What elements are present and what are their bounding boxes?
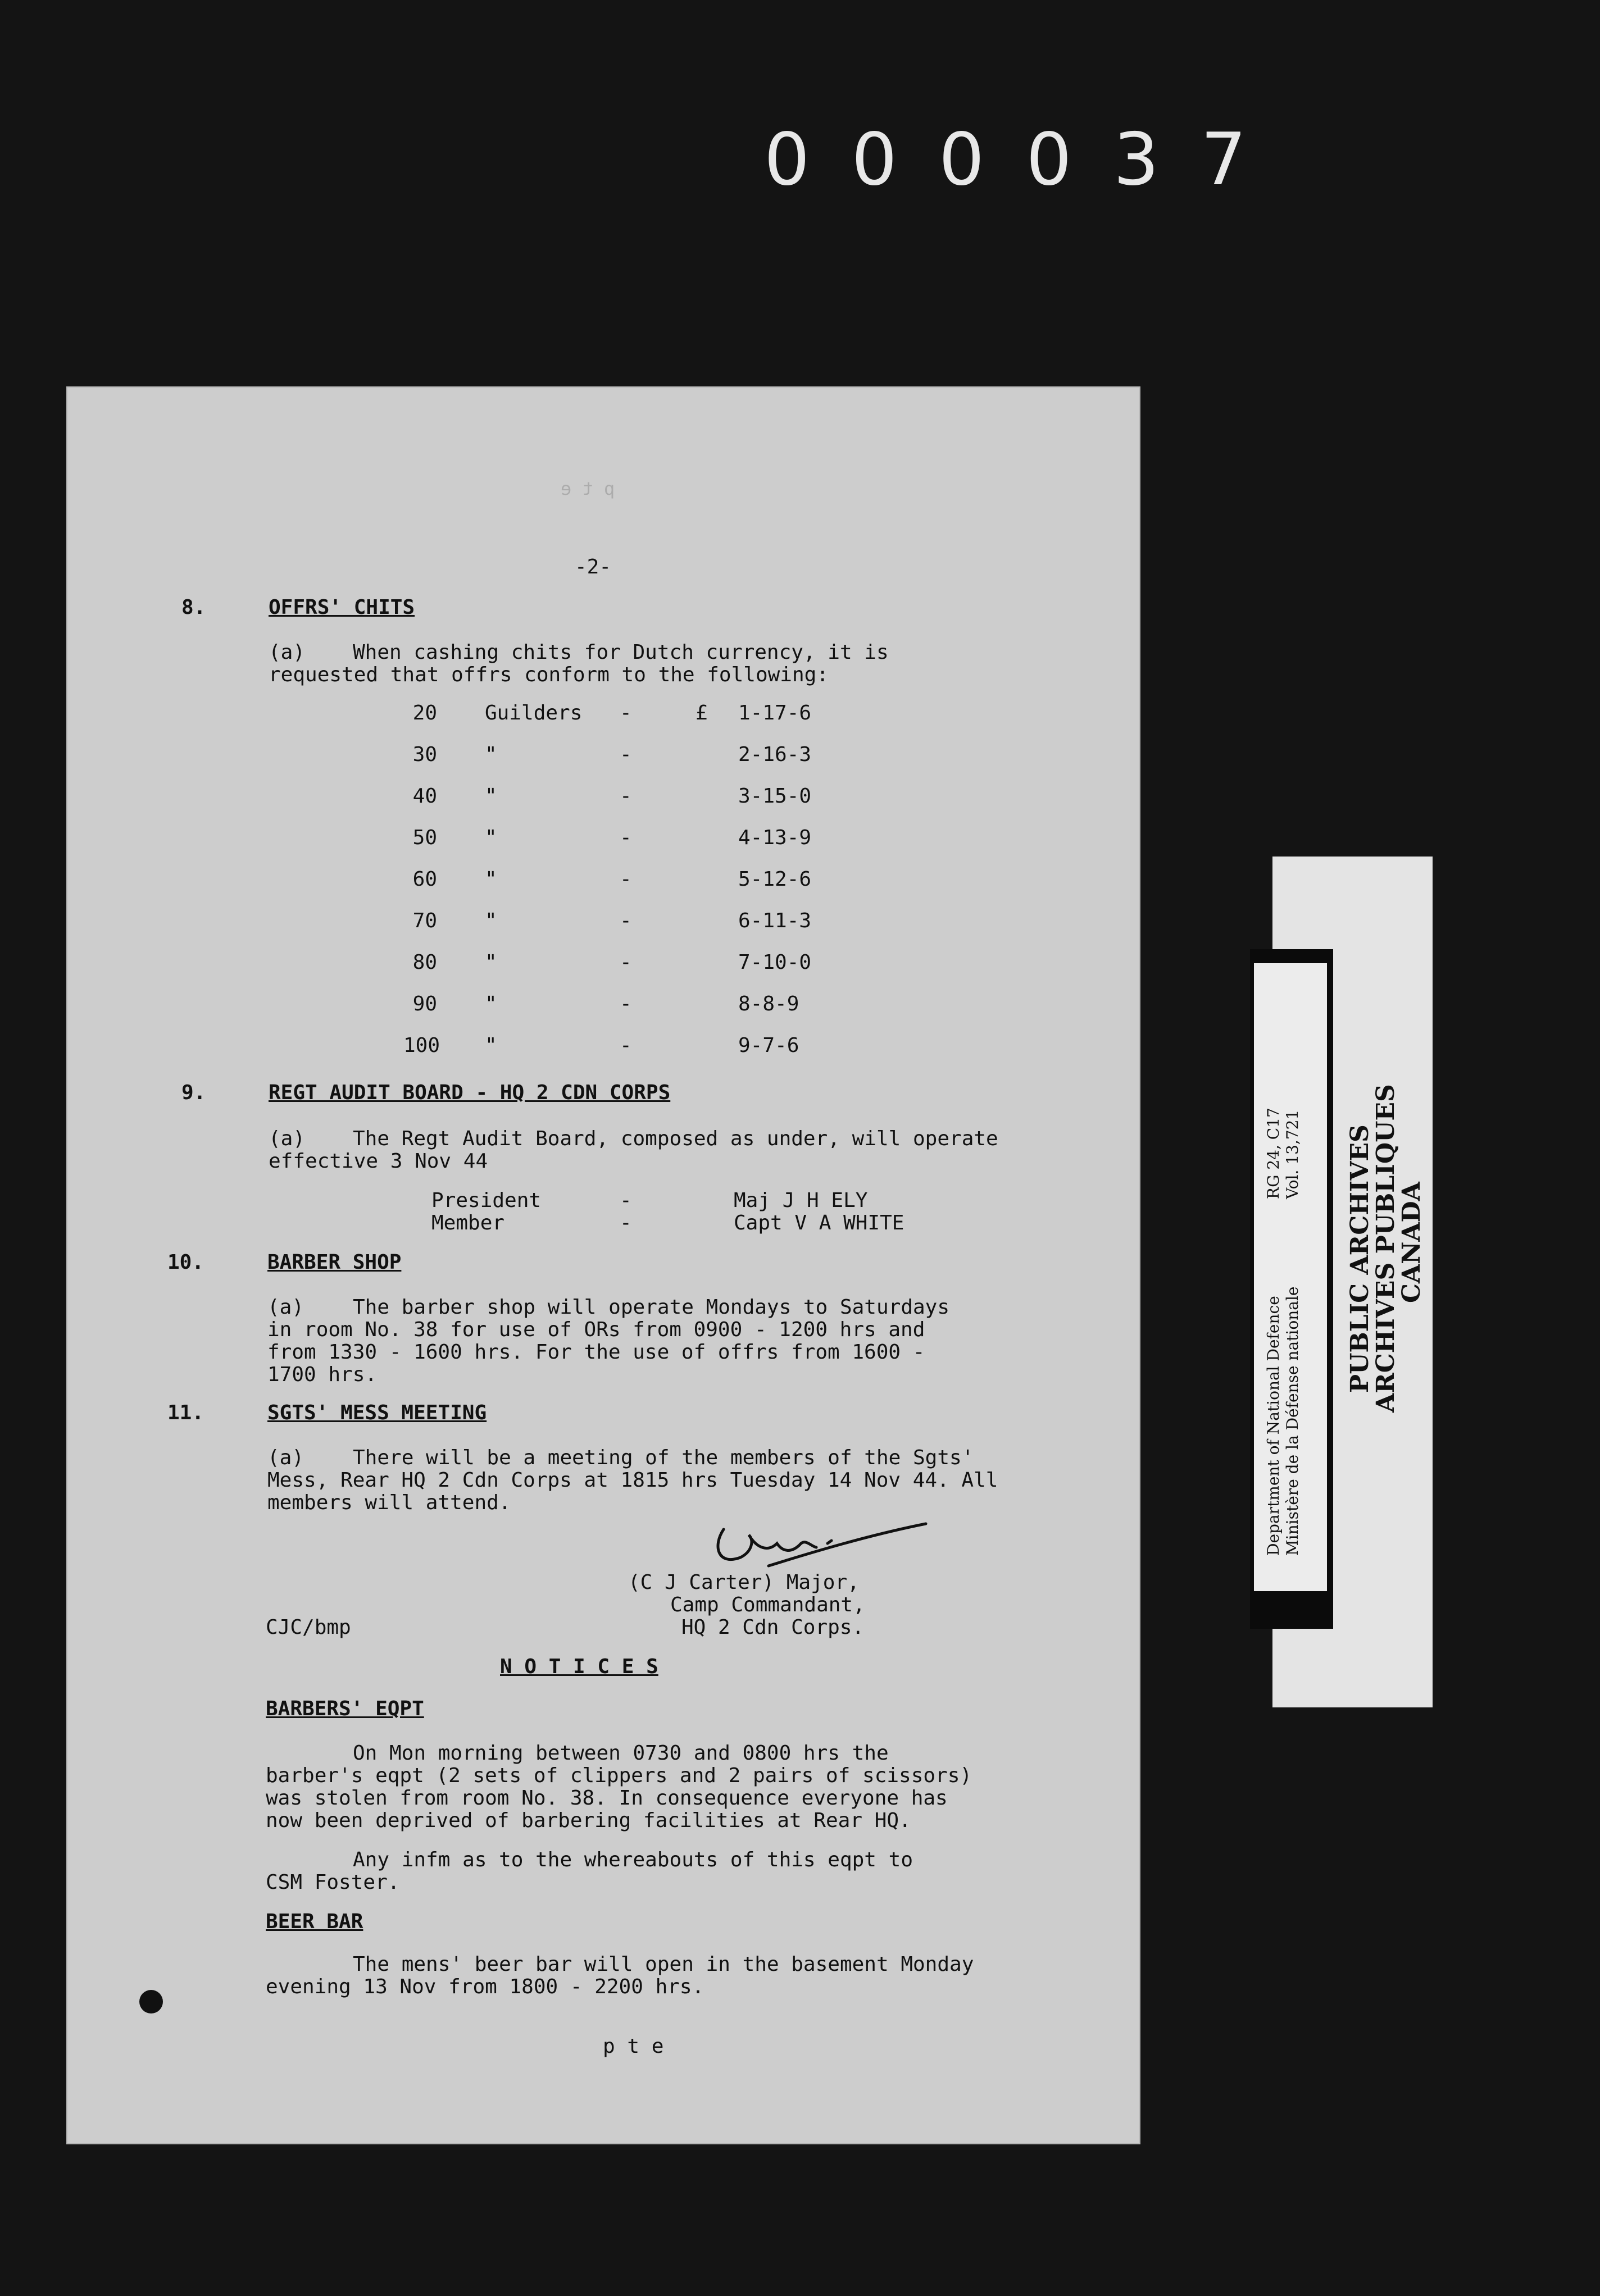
section-10-line: in room No. 38 for use of ORs from 0900 - 1200 hrs and [267, 1318, 925, 1341]
rate-value: 5-12-6 [738, 868, 812, 891]
barbers-eqpt-heading: BARBERS' EQPT [266, 1697, 424, 1720]
section-11-line: members will attend. [267, 1491, 511, 1514]
document-page [66, 386, 1140, 2144]
section-10-line: The barber shop will operate Mondays to Saturdays [353, 1296, 950, 1319]
stamp-ref1: RG 24, C17 [1264, 1108, 1283, 1199]
barbers-eqpt-line: On Mon morning between 0730 and 0800 hrs the [353, 1742, 889, 1765]
rate-value: 6-11-3 [738, 909, 812, 932]
rate-guilders: 30 [412, 743, 437, 766]
signature-unit: HQ 2 Cdn Corps. [681, 1616, 865, 1639]
typist-initials: CJC/bmp [266, 1616, 351, 1639]
rate-unit: " [485, 951, 497, 974]
rate-value: 1-17-6 [738, 701, 812, 725]
rate-unit: " [485, 785, 497, 808]
stamp-ref2: Vol. 13,721 [1283, 1109, 1302, 1199]
rate-unit: " [485, 826, 497, 849]
beer-bar-line: The mens' beer bar will open in the basement Monday [353, 1953, 974, 1976]
signature-name: (C J Carter) Major, [628, 1571, 860, 1594]
rate-guilders: 80 [412, 951, 437, 974]
rate-dash: - [620, 826, 632, 849]
rate-guilders: 90 [412, 992, 437, 1015]
rate-value: 7-10-0 [738, 951, 812, 974]
rate-unit: Guilders [485, 701, 583, 725]
section-8-paragraph: When cashing chits for Dutch currency, it is requested that offrs conform to the following: [269, 641, 889, 686]
section-9-para-line2: effective 3 Nov 44 [269, 1150, 488, 1173]
rate-value: 3-15-0 [738, 785, 812, 808]
rate-unit: " [485, 992, 497, 1015]
stamp-country: CANADA [1397, 1182, 1426, 1303]
section-10-line: 1700 hrs. [267, 1363, 378, 1386]
section-10-line: from 1330 - 1600 hrs. For the use of offrs from 1600 - [267, 1341, 925, 1364]
rate-dash: - [620, 701, 632, 725]
board-dash: - [620, 1189, 632, 1212]
rate-value: 9-7-6 [738, 1034, 799, 1057]
signature-title: Camp Commandant, [670, 1593, 865, 1616]
rate-dash: - [620, 868, 632, 891]
handwritten-signature [701, 1513, 948, 1580]
section-11-line: Mess, Rear HQ 2 Cdn Corps at 1815 hrs Tuesday 14 Nov 44. All [267, 1469, 998, 1492]
section-11-heading: SGTS' MESS MEETING [267, 1401, 487, 1424]
barbers-eqpt-line: CSM Foster. [266, 1871, 400, 1894]
rate-dash: - [620, 1034, 632, 1057]
section-9-number: 9. [181, 1081, 206, 1104]
board-role: Member [431, 1211, 505, 1234]
stamp-dept-line1: Department of National Defence [1264, 1296, 1283, 1556]
section-9-heading: REGT AUDIT BOARD - HQ 2 CDN CORPS [269, 1081, 671, 1104]
rate-currency: £ [696, 701, 708, 725]
notices-title: N O T I C E S [500, 1655, 658, 1678]
board-name: Maj J H ELY [734, 1189, 868, 1212]
rate-unit: " [485, 743, 497, 766]
rate-guilders: 100 [403, 1034, 440, 1057]
rate-dash: - [620, 951, 632, 974]
stamp-title-en: PUBLIC ARCHIVES [1346, 1124, 1374, 1393]
bleed-through-text: p t e [561, 478, 615, 499]
rate-dash: - [620, 785, 632, 808]
rate-unit: " [485, 909, 497, 932]
section-11-line: There will be a meeting of the members of the Sgts' [353, 1446, 974, 1469]
stamp-dept-line2: Ministère de la Défense nationale [1283, 1286, 1302, 1556]
rate-guilders: 20 [412, 701, 437, 725]
rate-guilders: 40 [412, 785, 437, 808]
punch-hole [139, 1990, 163, 2013]
section-8-number: 8. [181, 596, 206, 619]
section-11-para-label: (a) [267, 1446, 304, 1469]
beer-bar-heading: BEER BAR [266, 1910, 363, 1933]
frame-number: 000037 [764, 118, 1288, 202]
barbers-eqpt-line: now been deprived of barbering facilities at Rear HQ. [266, 1809, 911, 1832]
section-10-heading: BARBER SHOP [267, 1251, 402, 1274]
section-9-para-line1: The Regt Audit Board, composed as under, will operate [353, 1127, 998, 1150]
section-11-number: 11. [167, 1401, 204, 1424]
barbers-eqpt-line: barber's eqpt (2 sets of clippers and 2 pairs of scissors) [266, 1764, 972, 1787]
board-name: Capt V A WHITE [734, 1211, 904, 1234]
rate-value: 4-13-9 [738, 826, 812, 849]
rate-dash: - [620, 743, 632, 766]
page-number: -2- [575, 555, 612, 578]
rate-unit: " [485, 1034, 497, 1057]
rate-value: 8-8-9 [738, 992, 799, 1015]
board-role: President [431, 1189, 542, 1212]
rate-value: 2-16-3 [738, 743, 812, 766]
rate-guilders: 60 [412, 868, 437, 891]
rate-unit: " [485, 868, 497, 891]
rate-dash: - [620, 909, 632, 932]
stamp-title-fr: ARCHIVES PUBLIQUES [1371, 1084, 1400, 1413]
section-8-heading: OFFRS' CHITS [269, 596, 415, 619]
rate-guilders: 70 [412, 909, 437, 932]
footer-pte: p t e [603, 2035, 664, 2058]
section-10-para-label: (a) [267, 1296, 304, 1319]
rate-dash: - [620, 992, 632, 1015]
board-dash: - [620, 1211, 632, 1234]
beer-bar-line: evening 13 Nov from 1800 - 2200 hrs. [266, 1975, 704, 1998]
section-9-para-label: (a) [269, 1127, 306, 1150]
section-10-number: 10. [167, 1251, 204, 1274]
rate-guilders: 50 [412, 826, 437, 849]
barbers-eqpt-line: Any infm as to the whereabouts of this eqpt to [353, 1848, 913, 1871]
section-8-para-label: (a) [269, 641, 306, 664]
barbers-eqpt-line: was stolen from room No. 38. In consequence everyone has [266, 1787, 948, 1810]
